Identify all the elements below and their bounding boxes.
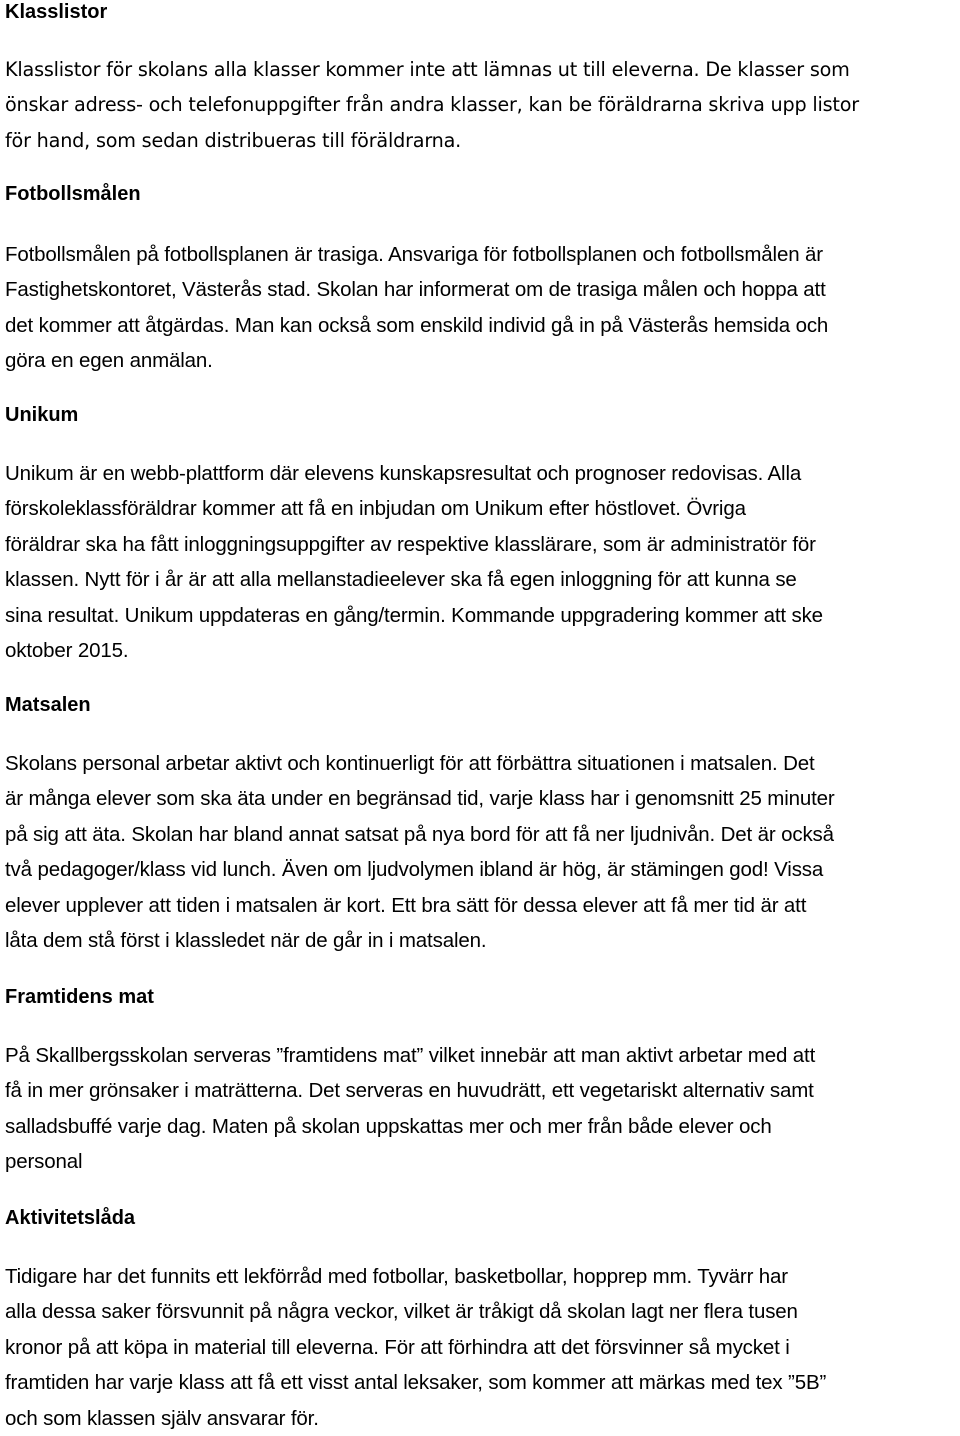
body-line: göra en egen anmälan. <box>5 349 213 373</box>
body-line: framtiden har varje klass att få ett visst antal leksaker, som kommer att märkas med tex ”5B” <box>5 1371 827 1395</box>
body-line: Klasslistor för skolans alla klasser kommer inte att lämnas ut till eleverna. De klasser som <box>5 58 850 81</box>
body-line: alla dessa saker försvunnit på några veckor, vilket är tråkigt då skolan lagt ner flera tusen <box>5 1300 798 1324</box>
body-line: få in mer grönsaker i maträtterna. Det serveras en huvudrätt, ett vegetariskt alternativ samt <box>5 1079 814 1103</box>
section-heading-unikum: Unikum <box>5 404 79 426</box>
body-line: förskoleklassföräldrar kommer att få en inbjudan om Unikum efter höstlovet. Övriga <box>5 497 746 521</box>
section-heading-framtidens-mat: Framtidens mat <box>5 986 154 1008</box>
body-line: Fastighetskontoret, Västerås stad. Skolan har informerat om de trasiga målen och hoppa att <box>5 278 826 302</box>
body-line: elever upplever att tiden i matsalen är kort. Ett bra sätt för dessa elever att få mer tid är att <box>5 893 807 917</box>
body-line: Tidigare har det funnits ett lekförråd med fotbollar, basketbollar, hopprep mm. Tyvärr har <box>5 1265 788 1288</box>
body-line: och som klassen själv ansvarar för. <box>5 1406 319 1430</box>
section-body-klasslistor <box>5 52 859 158</box>
section-heading-fotbollsmalen: Fotbollsmålen <box>5 183 141 205</box>
body-line: Fotbollsmålen på fotbollsplanen är trasiga. Ansvariga för fotbollsplanen och fotbollsmålen är <box>5 243 823 266</box>
section-body-framtidens-mat <box>5 1038 815 1180</box>
section-heading-klasslistor: Klasslistor <box>5 1 108 23</box>
body-line: Skolans personal arbetar aktivt och kontinuerligt för att förbättra situationen i matsalen. Det <box>5 752 815 775</box>
body-line: är många elever som ska äta under en begränsad tid, varje klass har i genomsnitt 25 minuter <box>5 787 835 811</box>
body-line: kronor på att köpa in material till eleverna. För att förhindra att det försvinner så mycket i <box>5 1335 790 1359</box>
body-line: klassen. Nytt för i år är att alla mellanstadieelever ska få egen inloggning för att kunna se <box>5 568 797 592</box>
body-line: Unikum är en webb-plattform där elevens kunskapsresultat och prognoser redovisas. Alla <box>5 462 802 485</box>
section-body-aktivitetslada <box>5 1259 826 1436</box>
section-body-unikum <box>5 456 823 668</box>
body-line: två pedagoger/klass vid lunch. Även om ljudvolymen ibland är hög, är stämingen god! Vissa <box>5 858 824 882</box>
section-body-matsalen <box>5 746 835 958</box>
body-line: personal <box>5 1150 83 1174</box>
body-line: låta dem stå först i klassledet när de går in i matsalen. <box>5 929 487 953</box>
body-line: På Skallbergsskolan serveras ”framtidens mat” vilket innebär att man aktivt arbetar med att <box>5 1044 816 1067</box>
body-line: på sig att äta. Skolan har bland annat satsat på nya bord för att få ner ljudnivån. Det är också <box>5 822 834 846</box>
body-line: salladsbuffé varje dag. Maten på skolan uppskattas mer och mer från både elever och <box>5 1114 772 1138</box>
body-line: föräldrar ska ha fått inloggningsuppgifter av respektive klasslärare, som är administratör för <box>5 532 816 556</box>
section-heading-aktivitetslada: Aktivitetslåda <box>5 1207 136 1229</box>
section-body-fotbollsmalen <box>5 237 828 379</box>
body-line: oktober 2015. <box>5 639 129 663</box>
body-line: önskar adress- och telefonuppgifter från andra klasser, kan be föräldrarna skriva upp listor <box>5 93 859 117</box>
section-heading-matsalen: Matsalen <box>5 694 91 716</box>
body-line: för hand, som sedan distribueras till föräldrarna. <box>5 128 462 152</box>
body-line: sina resultat. Unikum uppdateras en gång/termin. Kommande uppgradering kommer att ske <box>5 603 823 627</box>
body-line: det kommer att åtgärdas. Man kan också som enskild individ gå in på Västerås hemsida och <box>5 313 829 337</box>
